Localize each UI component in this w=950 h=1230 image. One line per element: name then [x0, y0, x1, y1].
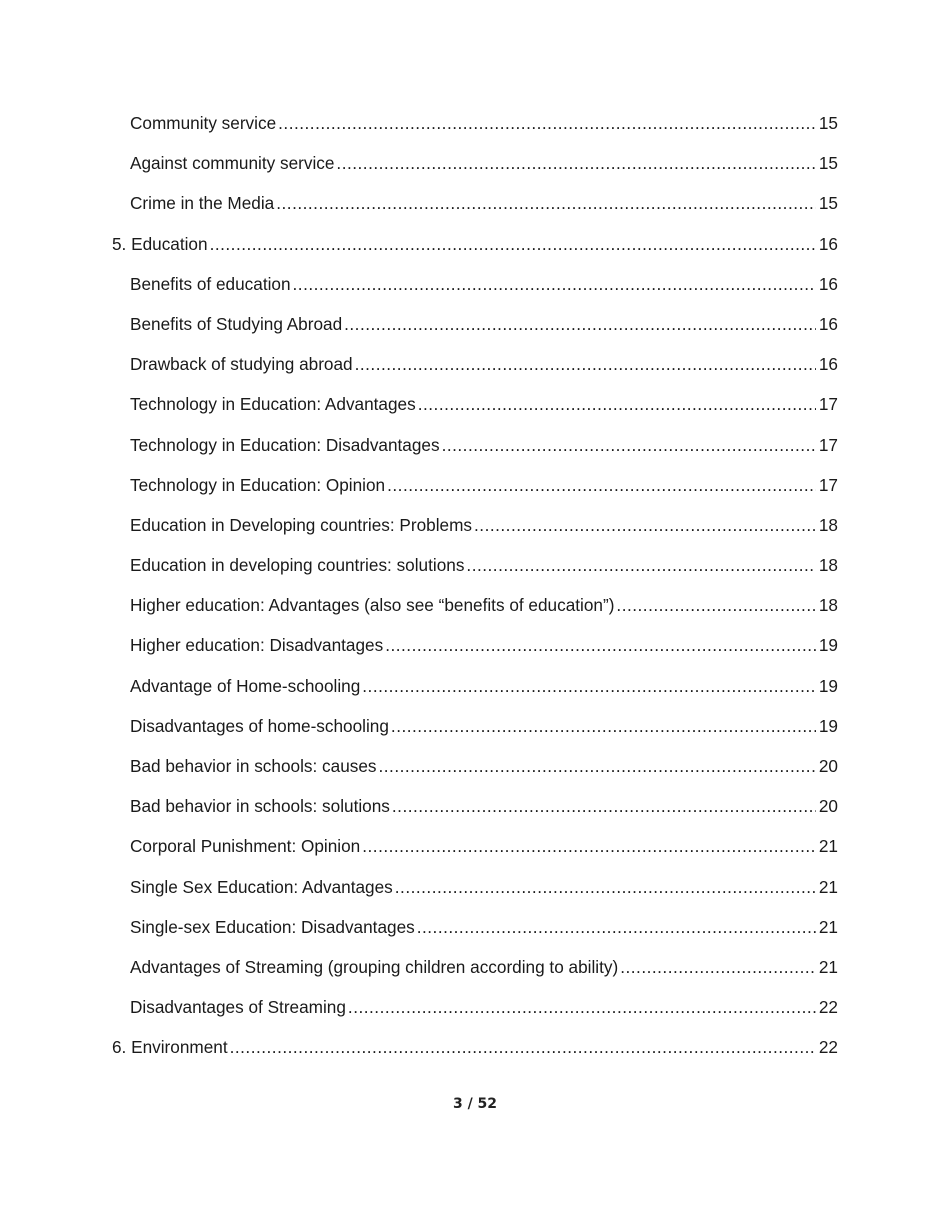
toc-entry-page: 18: [818, 514, 838, 535]
toc-entry[interactable]: [0, 512, 950, 552]
toc-entry-page: 19: [818, 635, 838, 656]
toc-dot-leader: [293, 273, 816, 295]
toc-entry-page: 16: [818, 233, 838, 254]
toc-entry-page: 18: [818, 555, 838, 576]
toc-dot-leader: [276, 192, 816, 214]
toc-entry-title: Benefits of Studying Abroad: [130, 313, 343, 334]
toc-entry[interactable]: [0, 432, 950, 472]
toc-dot-leader: [474, 514, 816, 536]
toc-entry[interactable]: [0, 753, 950, 793]
toc-dot-leader: [344, 313, 816, 335]
toc-entry-title: Education in Developing countries: Problems: [130, 514, 473, 535]
toc-entry-title: Higher education: Advantages (also see “benefits of education”): [130, 595, 615, 616]
toc-entry[interactable]: [0, 673, 950, 713]
toc-dot-leader: [362, 835, 816, 857]
toc-entry-page: 15: [818, 153, 838, 174]
toc-entry-page: 17: [818, 434, 838, 455]
toc-entry-page: 15: [818, 193, 838, 214]
toc-dot-leader: [442, 434, 816, 456]
toc-entry-title: Higher education: Disadvantages: [130, 635, 384, 656]
toc-entry[interactable]: [0, 311, 950, 351]
toc-entry-page: 20: [818, 796, 838, 817]
toc-entry-title: Benefits of education: [130, 273, 291, 294]
toc-entry-title: Single Sex Education: Advantages: [130, 876, 393, 897]
toc-dot-leader: [336, 152, 816, 174]
toc-entry-page: 22: [818, 1037, 838, 1058]
toc-dot-leader: [620, 956, 816, 978]
toc-entry-page: 16: [818, 313, 838, 334]
toc-entry-page: 21: [818, 916, 838, 937]
toc-entry[interactable]: [0, 472, 950, 512]
toc-dot-leader: [348, 996, 816, 1018]
toc-entry[interactable]: [0, 874, 950, 914]
toc-dot-leader: [362, 675, 816, 697]
toc-entry[interactable]: [0, 391, 950, 431]
toc-entry[interactable]: [0, 552, 950, 592]
toc-dot-leader: [385, 634, 816, 656]
toc-entry-title: Against community service: [130, 153, 335, 174]
toc-dot-leader: [230, 1036, 816, 1058]
toc-entry-title: Disadvantages of Streaming: [130, 997, 346, 1018]
toc-dot-leader: [466, 554, 816, 576]
toc-entry-page: 21: [818, 836, 838, 857]
toc-entry[interactable]: [0, 793, 950, 833]
toc-entry-title: Technology in Education: Disadvantages: [130, 434, 440, 455]
toc-entry-page: 17: [818, 394, 838, 415]
toc-entry-title: Bad behavior in schools: solutions: [130, 796, 390, 817]
toc-entry-title: Technology in Education: Opinion: [130, 474, 386, 495]
toc-entry-title: Advantage of Home-schooling: [130, 675, 361, 696]
toc-entry-title: Drawback of studying abroad: [130, 354, 353, 375]
toc-entry-page: 17: [818, 474, 838, 495]
toc-entry-title: Technology in Education: Advantages: [130, 394, 416, 415]
toc-entry-page: 15: [818, 113, 838, 133]
toc-entry[interactable]: [0, 994, 950, 1034]
toc-section-entry[interactable]: [0, 231, 950, 271]
toc-entry-page: 16: [818, 273, 838, 294]
toc-dot-leader: [417, 916, 816, 938]
toc-entry-page: 18: [818, 595, 838, 616]
toc-entry-page: 16: [818, 354, 838, 375]
toc-entry[interactable]: [0, 632, 950, 672]
toc-entry-title: Community service: [130, 113, 277, 133]
toc-entry-title: Crime in the Media: [130, 193, 275, 214]
toc-entry-page: 21: [818, 876, 838, 897]
toc-entry-title: Corporal Punishment: Opinion: [130, 836, 361, 857]
page-number: 3 / 52: [452, 1096, 498, 1112]
toc-entry-page: 19: [818, 715, 838, 736]
toc-dot-leader: [392, 795, 816, 817]
toc-entry[interactable]: [0, 150, 950, 190]
toc-entry-page: 21: [818, 956, 838, 977]
toc-entry-title: 6. Environment: [112, 1037, 228, 1058]
toc-dot-leader: [395, 876, 816, 898]
toc-entry[interactable]: [0, 351, 950, 391]
toc-entry[interactable]: [0, 954, 950, 994]
toc-entry[interactable]: [0, 592, 950, 632]
toc-dot-leader: [387, 474, 816, 496]
toc-dot-leader: [379, 755, 817, 777]
toc-entry[interactable]: [0, 713, 950, 753]
toc-entry-page: 20: [818, 756, 838, 776]
table-of-contents: [0, 110, 950, 1075]
toc-entry[interactable]: [0, 190, 950, 230]
toc-dot-leader: [418, 393, 816, 415]
toc-entry[interactable]: [0, 271, 950, 311]
toc-entry-title: Disadvantages of home-schooling: [130, 715, 389, 736]
toc-dot-leader: [355, 353, 816, 375]
toc-entry-page: 19: [818, 675, 838, 696]
toc-entry-title: Bad behavior in schools: causes: [130, 756, 377, 776]
toc-entry-title: Education in developing countries: solutions: [130, 555, 465, 576]
toc-dot-leader: [210, 233, 816, 255]
toc-entry-title: Single-sex Education: Disadvantages: [130, 916, 415, 937]
toc-dot-leader: [278, 112, 816, 134]
toc-dot-leader: [616, 594, 816, 616]
toc-entry-title: 5. Education: [112, 233, 208, 254]
toc-entry-page: 22: [818, 997, 838, 1018]
toc-section-entry[interactable]: [0, 1034, 950, 1074]
toc-entry[interactable]: [0, 833, 950, 873]
toc-dot-leader: [391, 715, 816, 737]
toc-entry[interactable]: [0, 110, 950, 150]
toc-entry-title: Advantages of Streaming (grouping children according to ability): [130, 956, 619, 977]
toc-entry[interactable]: [0, 914, 950, 954]
